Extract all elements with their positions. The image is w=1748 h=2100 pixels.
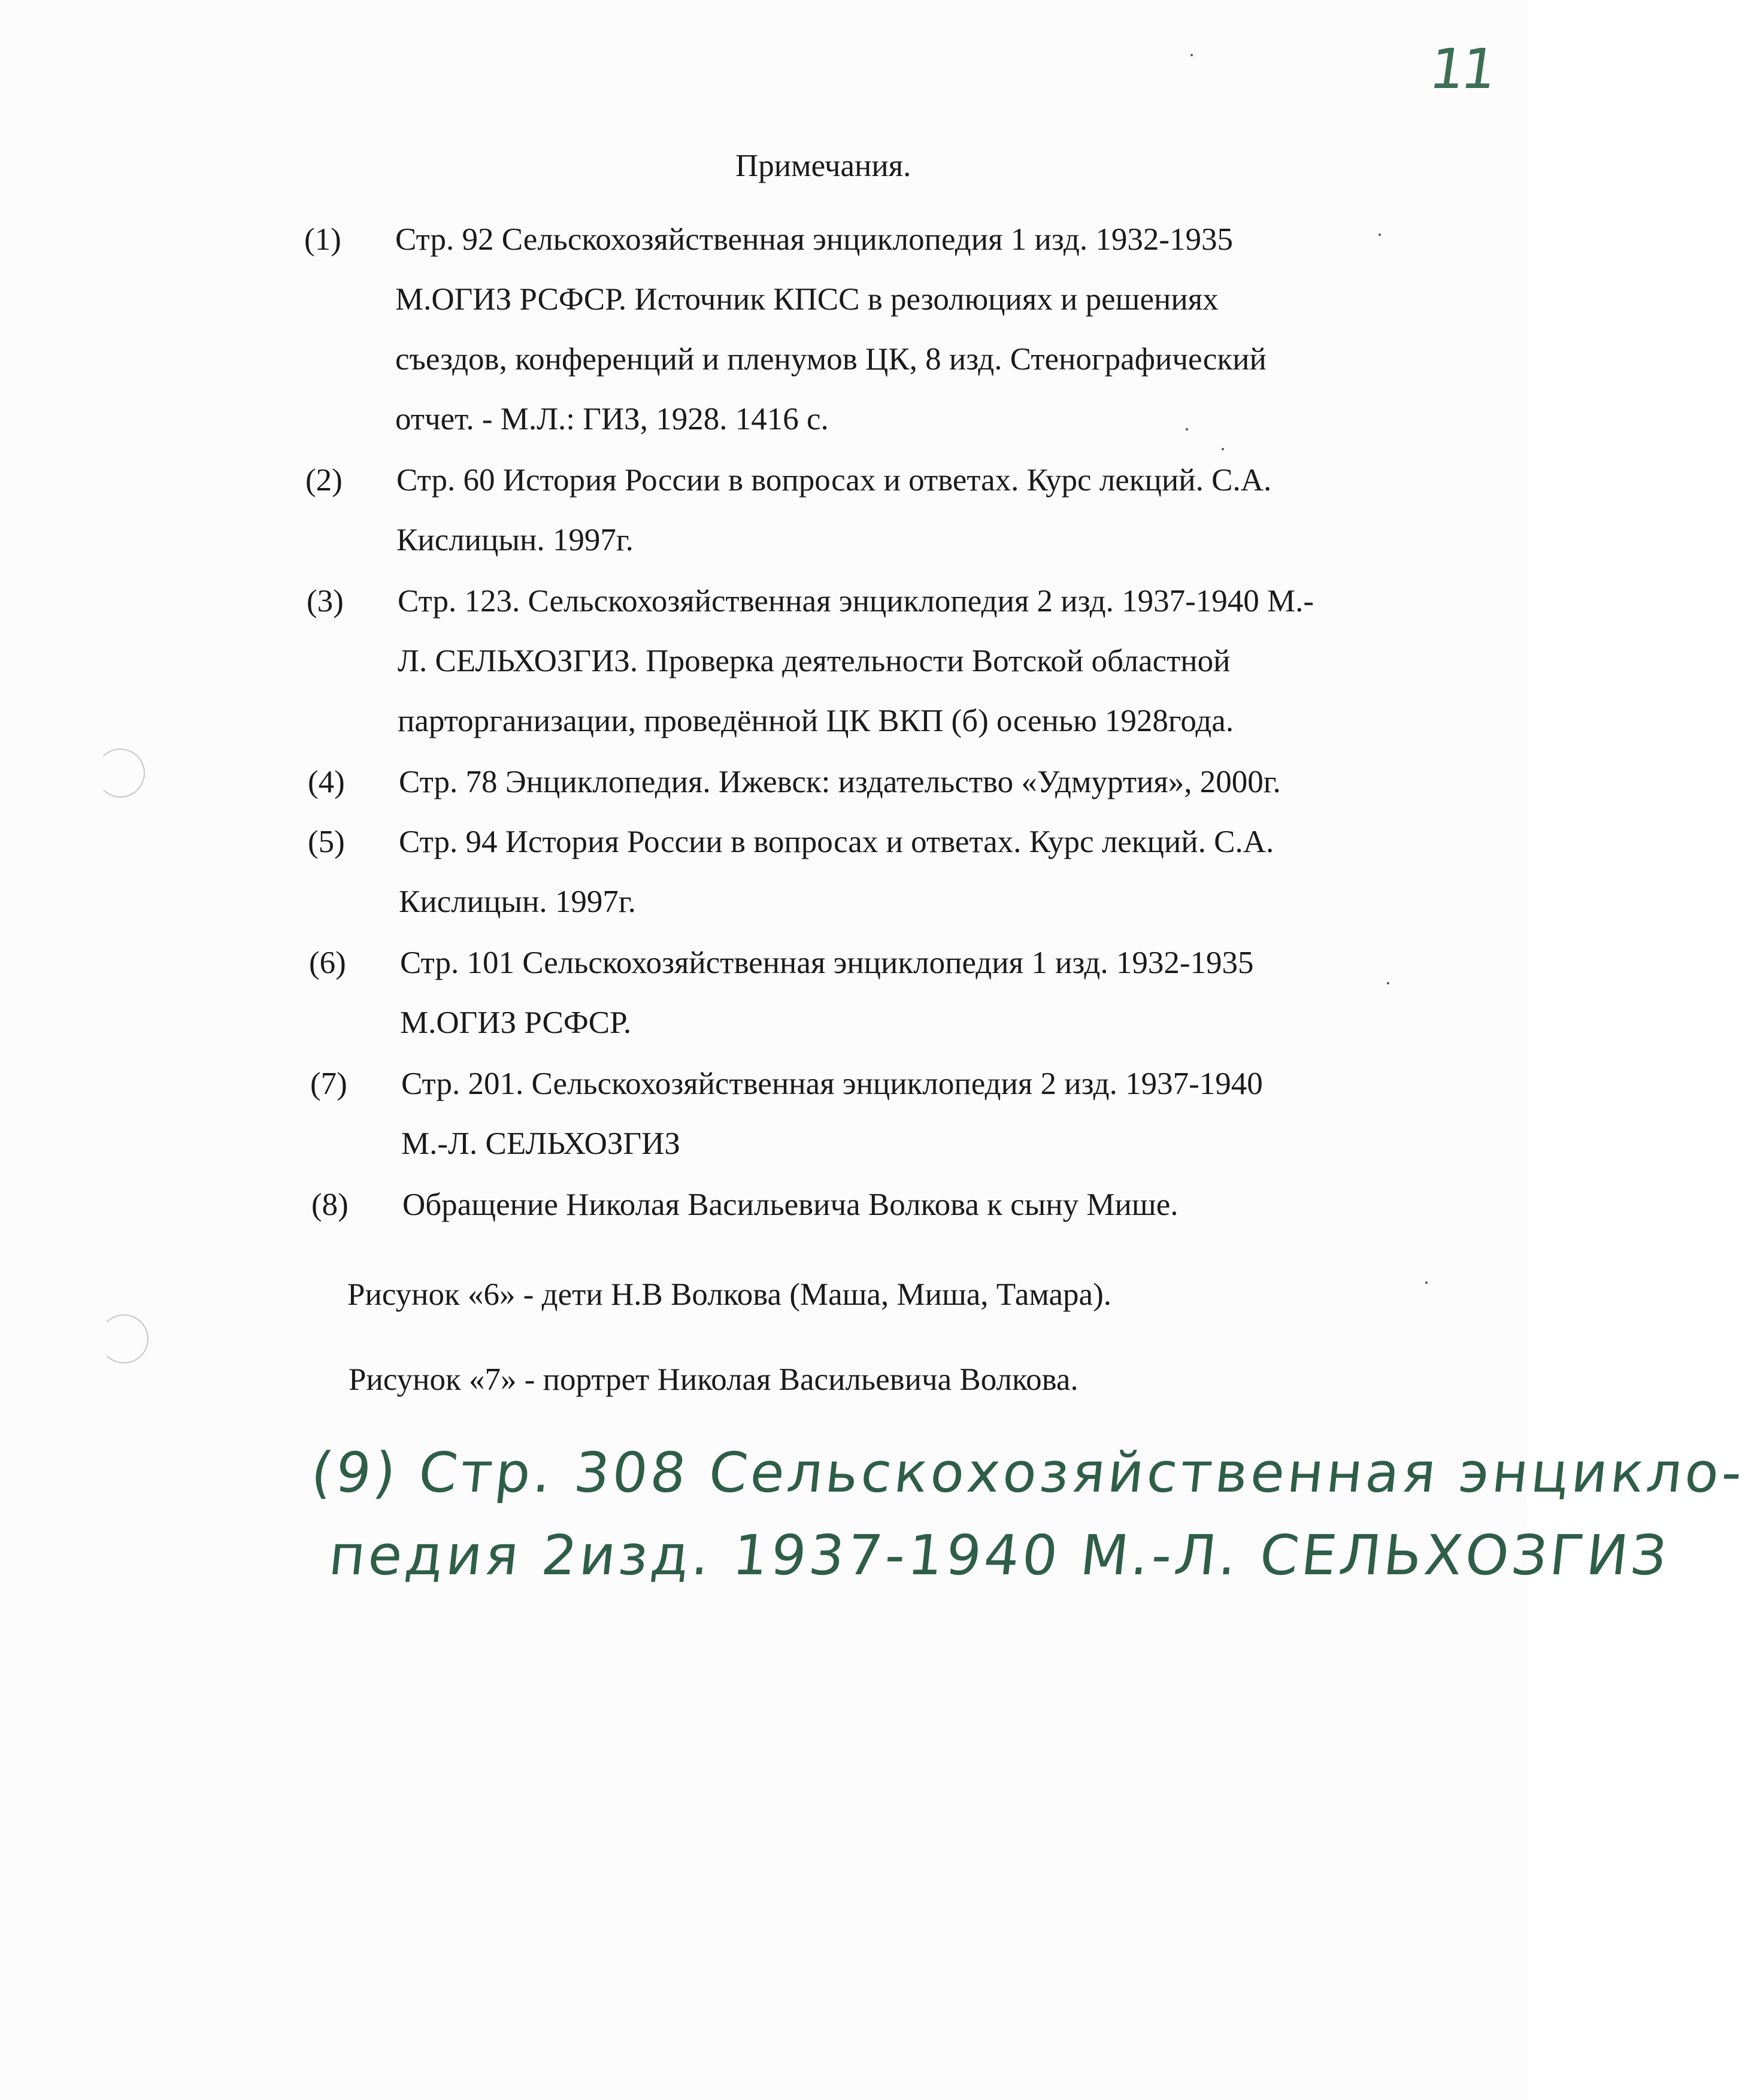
scan-speck bbox=[1190, 54, 1193, 56]
note-text-line: М.ОГИЗ РСФСР. bbox=[400, 1005, 632, 1040]
note-text-line: Кислицын. 1997г. bbox=[399, 884, 636, 919]
note-text-line: Стр. 201. Сельскохозяйственная энциклопедия 2 изд. 1937-1940 bbox=[401, 1066, 1263, 1101]
handwritten-note-line: педия 2изд. 1937-1940 М.-Л. СЕЛЬХОЗГИЗ bbox=[326, 1523, 1673, 1587]
punch-hole bbox=[99, 1314, 149, 1363]
note-text-line: Стр. 78 Энциклопедия. Ижевск: издательство «Удмуртия», 2000г. bbox=[399, 765, 1281, 799]
note-text-line: М.ОГИЗ РСФСР. Источник КПСС в резолюциях и решениях bbox=[395, 282, 1219, 317]
note-number: (4) bbox=[308, 765, 345, 799]
scan-speck bbox=[1222, 448, 1224, 450]
note-number: (1) bbox=[304, 222, 341, 257]
note-number: (8) bbox=[311, 1187, 349, 1222]
note-text-line: съездов, конференций и пленумов ЦК, 8 изд. Стенографический bbox=[395, 342, 1267, 377]
note-text-line: парторганизации, проведённой ЦК ВКП (б) осенью 1928года. bbox=[398, 704, 1234, 738]
note-text-line: Обращение Николая Васильевича Волкова к сыну Мише. bbox=[402, 1187, 1179, 1222]
note-number: (5) bbox=[308, 825, 345, 859]
scan-speck bbox=[1425, 1281, 1428, 1284]
scan-speck bbox=[1379, 234, 1381, 236]
note-text-line: Стр. 101 Сельскохозяйственная энциклопедия 1 изд. 1932-1935 bbox=[400, 946, 1254, 980]
punch-hole bbox=[96, 749, 145, 798]
note-text-line: Л. СЕЛЬХОЗГИЗ. Проверка деятельности Вотской областной bbox=[398, 644, 1231, 678]
figure-caption: Рисунок «7» - портрет Николая Васильевича Волкова. bbox=[349, 1362, 1079, 1397]
note-text-line: Кислицын. 1997г. bbox=[396, 523, 634, 557]
note-text-line: Стр. 94 История России в вопросах и ответах. Курс лекций. С.А. bbox=[399, 825, 1274, 859]
note-text-line: Стр. 92 Сельскохозяйственная энциклопедия 1 изд. 1932-1935 bbox=[395, 222, 1233, 257]
note-text-line: Стр. 123. Сельскохозяйственная энциклопедия 2 изд. 1937-1940 М.- bbox=[398, 584, 1314, 619]
note-text-line: М.-Л. СЕЛЬХОЗГИЗ bbox=[401, 1126, 680, 1161]
handwritten-page-number: 11 bbox=[1425, 37, 1498, 101]
scan-speck bbox=[1186, 428, 1188, 431]
note-number: (7) bbox=[310, 1066, 347, 1101]
note-number: (3) bbox=[307, 584, 344, 619]
note-number: (6) bbox=[309, 946, 346, 980]
note-text-line: отчет. - М.Л.: ГИЗ, 1928. 1416 с. bbox=[395, 402, 829, 437]
handwritten-note-line: (9) Стр. 308 Сельскохозяйственная энцикло- bbox=[308, 1441, 1748, 1505]
note-text-line: Стр. 60 История России в вопросах и ответах. Курс лекций. С.А. bbox=[396, 463, 1272, 498]
scan-speck bbox=[1387, 982, 1389, 984]
page-title: Примечания. bbox=[735, 149, 911, 183]
figure-caption: Рисунок «6» - дети Н.В Волкова (Маша, Миша, Тамара). bbox=[347, 1277, 1111, 1312]
note-number: (2) bbox=[305, 463, 343, 498]
